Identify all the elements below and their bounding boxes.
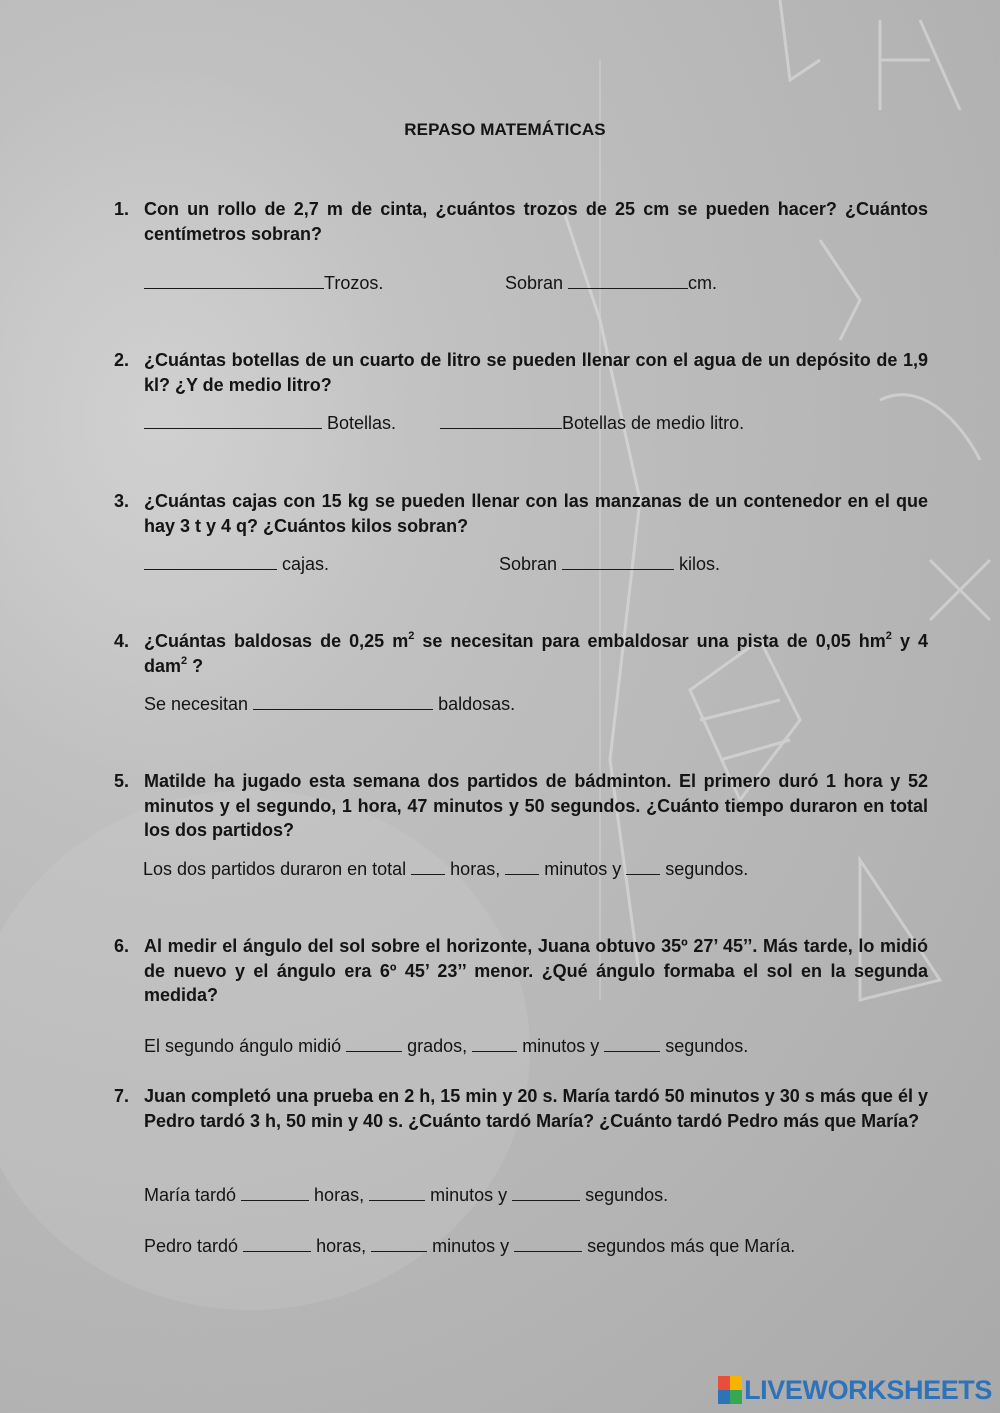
trozos-input[interactable]: [144, 272, 324, 289]
answer-line-1: Trozos.: [144, 272, 383, 294]
answer-line-7a: María tardó horas, minutos y segundos.: [144, 1185, 669, 1205]
question-number: 3.: [114, 491, 130, 511]
question-text: Matilde ha jugado esta semana dos partidos de bádminton. El primero duró 1 hora y 52 minutos y el segundo, 1 hora, 47 minutos y 50 segundos. ¿Cuánto tiempo duraron en total los dos partidos?: [144, 771, 928, 840]
baldosas-input[interactable]: [253, 693, 433, 710]
liveworksheets-logo: [718, 1375, 992, 1405]
segundos-input[interactable]: [604, 1035, 660, 1052]
minutos-input[interactable]: [472, 1035, 517, 1052]
maria-minutos-input[interactable]: [369, 1184, 425, 1201]
sobran-kilos-input[interactable]: [562, 553, 674, 570]
answer-line-3: cajas.: [144, 553, 329, 575]
question-number: 6.: [114, 936, 130, 956]
segundos-input[interactable]: [626, 858, 660, 875]
page-title: REPASO MATEMÁTICAS: [404, 120, 606, 139]
answer-line-7b: Pedro tardó horas, minutos y segundos más que María.: [144, 1236, 796, 1256]
question-number: 4.: [114, 631, 130, 651]
question-number: 5.: [114, 771, 130, 791]
pedro-minutos-input[interactable]: [371, 1235, 427, 1252]
question-text: Al medir el ángulo del sol sobre el horizonte, Juana obtuvo 35º 27’ 45’’. Más tarde, lo midió de nuevo y el ángulo era 6º 45’ 23’’ menor. ¿Qué ángulo formaba el sol en la segunda medida?: [144, 936, 928, 1005]
question-7: [114, 1084, 928, 1133]
question-number: 1.: [114, 199, 130, 219]
question-5: [114, 769, 928, 843]
answer-line-5: Los dos partidos duraron en total horas, minutos y segundos.: [143, 859, 749, 879]
question-text: ¿Cuántas cajas con 15 kg se pueden llenar con las manzanas de un contenedor en el que hay 3 t y 4 q? ¿Cuántos kilos sobran?: [144, 491, 928, 536]
sobran-cm-input[interactable]: [568, 272, 688, 289]
botellas-cuarto-input[interactable]: [144, 412, 322, 429]
answer-line-2b: Botellas de medio litro.: [440, 412, 744, 434]
question-text: ¿Cuántas baldosas de 0,25 $m^2$ se necesitan para embaldosar una pista de 0,05 $hm^2$ y 4 dam$^2$ ?: [144, 630, 929, 676]
grados-input[interactable]: [346, 1035, 402, 1052]
minutos-input[interactable]: [505, 858, 539, 875]
question-1: [114, 197, 928, 246]
question-number: 2.: [114, 350, 130, 370]
question-2: [114, 348, 928, 397]
maria-segundos-input[interactable]: [512, 1184, 580, 1201]
question-number: 7.: [114, 1086, 130, 1106]
question-3: [114, 489, 928, 538]
cajas-input[interactable]: [144, 553, 277, 570]
answer-line-4: Se necesitan baldosas.: [144, 694, 516, 714]
question-text: Juan completó una prueba en 2 h, 15 min y 20 s. María tardó 50 minutos y 30 s más que él y Pedro tardó 3 h, 50 min y 40 s. ¿Cuánto tardó María? ¿Cuánto tardó Pedro más que María?: [144, 1086, 928, 1131]
botellas-medio-input[interactable]: [440, 412, 562, 429]
pedro-horas-input[interactable]: [243, 1235, 311, 1252]
pedro-segundos-input[interactable]: [514, 1235, 582, 1252]
liveworksheets-icon: [718, 1376, 742, 1404]
question-text: ¿Cuántas botellas de un cuarto de litro se pueden llenar con el agua de un depósito de 1,9 kl? ¿Y de medio litro?: [144, 350, 928, 395]
question-4: [114, 629, 929, 678]
horas-input[interactable]: [411, 858, 445, 875]
maria-horas-input[interactable]: [241, 1184, 309, 1201]
question-6: [114, 934, 928, 1008]
answer-line-6: El segundo ángulo midió grados, minutos y segundos.: [144, 1036, 749, 1056]
answer-line-1b: Sobran cm.: [505, 273, 718, 293]
watermark-text: LIVEWORKSHEETS: [744, 1374, 992, 1405]
question-text: Con un rollo de 2,7 m de cinta, ¿cuántos trozos de 25 cm se pueden hacer? ¿Cuántos centímetros sobran?: [144, 199, 928, 244]
answer-line-3b: Sobran kilos.: [499, 554, 721, 574]
answer-line-2: Botellas.: [144, 412, 396, 434]
